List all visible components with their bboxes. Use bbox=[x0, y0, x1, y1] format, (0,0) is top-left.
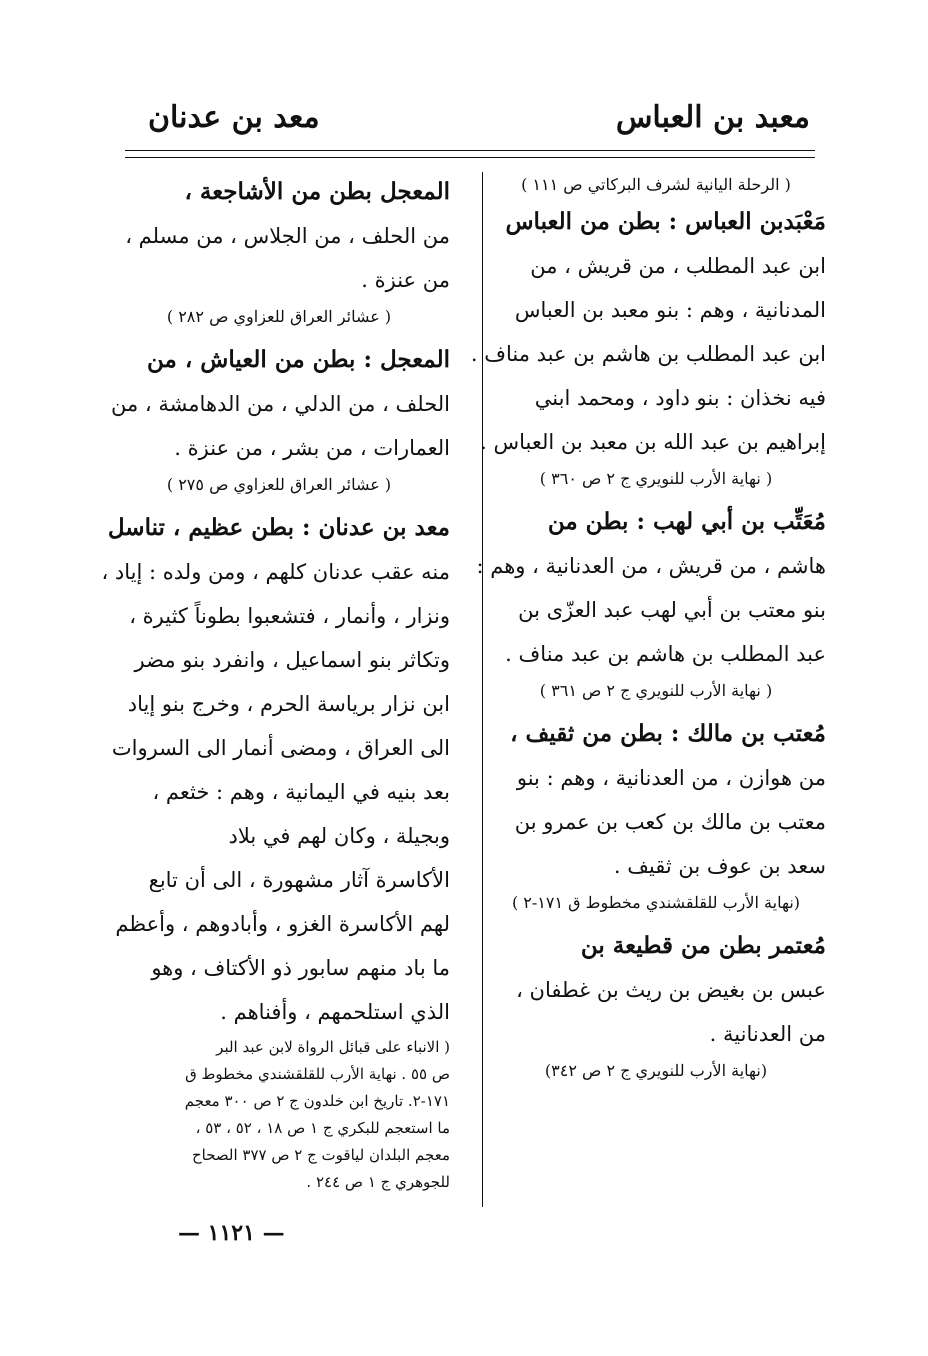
source-line: معجم البلدان لياقوت ج ٢ ص ٣٧٧ الصحاح bbox=[191, 1146, 450, 1164]
citation: (نهاية الأرب للقلقشندي مخطوط ق ١٧١-٢ ) bbox=[511, 893, 801, 912]
entry-line: مُعَتِّب بن أبي لهب : بطن من bbox=[547, 508, 826, 535]
entry-line: ابن عبد المطلب ، من قريش ، من bbox=[530, 254, 826, 278]
citation: ( نهاية الأرب للنويري ج ٢ ص ٣٦١ ) bbox=[539, 681, 773, 700]
entry-line: عبد المطلب بن هاشم بن عبد مناف . bbox=[505, 642, 826, 666]
citation: ( نهاية الأرب للنويري ج ٢ ص ٣٦٠ ) bbox=[539, 469, 773, 488]
entry-mabad-ibn-al-abbas bbox=[470, 200, 826, 494]
citation: ( عشائر العراق للعزاوي ص ٢٨٢ ) bbox=[166, 307, 392, 326]
entry-muattib-ibn-abi-lahab bbox=[476, 500, 826, 706]
entry-line: مُعتب بن مالك : بطن من ثقيف ، bbox=[510, 720, 826, 747]
entry-muattib-ibn-malik bbox=[486, 712, 826, 918]
entry-mutamir bbox=[486, 924, 826, 1086]
citation: ( عشائر العراق للعزاوي ص ٢٧٥ ) bbox=[166, 475, 392, 494]
entry-line: من هوازن ، من العدنانية ، وهم : بنو bbox=[516, 766, 826, 790]
source-line: للجوهري ج ١ ص ٢٤٤ . bbox=[306, 1173, 450, 1191]
page-number: — ١١٢١ — bbox=[178, 1220, 285, 1246]
entry-line: الأكاسرة آثار مشهورة ، الى أن تابع bbox=[148, 868, 450, 892]
entry-maadd-ibn-adnan bbox=[101, 506, 450, 1196]
right-column bbox=[470, 170, 826, 1092]
entry-line: ابن عبد المطلب بن هاشم بن عبد مناف . bbox=[470, 342, 826, 366]
entry-al-mujil-1 bbox=[108, 170, 450, 332]
entry-line: معد بن عدنان : بطن عظيم ، تناسل bbox=[107, 514, 450, 541]
entry-line: المعجل بطن من الأشاجعة ، bbox=[184, 178, 450, 205]
entry-line: ابن نزار برياسة الحرم ، وخرج بنو إياد bbox=[127, 692, 450, 716]
entry-line: المعجل : بطن من العياش ، من bbox=[147, 346, 450, 373]
citation: (نهاية الأرب للنويري ج ٢ ص ٣٤٢) bbox=[544, 1061, 768, 1080]
source-line: ( الانباء على قبائل الرواة لابن عبد البر bbox=[216, 1038, 450, 1056]
source-line: ١٧١-٢. تاريخ ابن خلدون ج ٢ ص ٣٠٠ معجم bbox=[184, 1092, 450, 1110]
column-divider bbox=[482, 172, 483, 1207]
left-column bbox=[101, 170, 450, 1202]
entry-line: بعد بنيه في اليمانية ، وهم : خثعم ، bbox=[152, 780, 450, 804]
source-line: ما استعجم للبكري ج ١ ص ١٨ ، ٥٢ ، ٥٣ ، bbox=[195, 1119, 450, 1137]
entry-line: ونزار ، وأنمار ، فتشعبوا بطوناً كثيرة ، bbox=[129, 604, 450, 628]
running-header-right: معبد بن العباس bbox=[615, 100, 810, 135]
entry-line: الذي استلحمهم ، وأفناهم . bbox=[220, 1000, 450, 1024]
entry-line: إبراهيم بن عبد الله بن معبد بن العباس . bbox=[480, 430, 826, 454]
entry-line: بنو معتب بن أبي لهب عبد العزّى بن bbox=[518, 598, 826, 622]
running-header-left: معد بن عدنان bbox=[148, 100, 320, 135]
entry-line: الحلف ، من الدلي ، من الدهامشة ، من bbox=[110, 392, 450, 416]
entry-line: منه عقب عدنان كلهم ، ومن ولده : إياد ، bbox=[101, 560, 450, 584]
entry-line: هاشم ، من قريش ، من العدنانية ، وهم : bbox=[476, 554, 826, 578]
entry-line: فيه نخذان : بنو داود ، ومحمد ابني bbox=[534, 386, 826, 410]
entry-line: من العدنانية . bbox=[709, 1022, 826, 1046]
entry-line: سعد بن عوف بن ثقيف . bbox=[613, 854, 826, 878]
entry-line: عبس بن بغيض بن ريث بن غطفان ، bbox=[516, 978, 826, 1002]
entry-line: المدنانية ، وهم : بنو معبد بن العباس bbox=[514, 298, 826, 322]
entry-line: مَعْبَدبن العباس : بطن من العباس bbox=[505, 208, 826, 235]
entry-line: معتب بن مالك بن كعب بن عمرو بن bbox=[514, 810, 826, 834]
entry-line: من الحلف ، من الجلاس ، من مسلم ، bbox=[125, 224, 450, 248]
header-rule-top bbox=[125, 150, 815, 151]
entry-line: من عنزة . bbox=[361, 268, 450, 292]
header-rule-bottom bbox=[125, 157, 815, 158]
entry-line: وتكاثر بنو اسماعيل ، وانفرد بنو مضر bbox=[134, 648, 450, 672]
source-line: ص ٥٥ . نهاية الأرب للقلقشندي مخطوط ق bbox=[185, 1065, 450, 1083]
entry-line: لهم الأكاسرة الغزو ، وأبادوهم ، وأعظم bbox=[115, 912, 450, 936]
entry-line: العمارات ، من بشر ، من عنزة . bbox=[174, 436, 450, 460]
entry-line: ما باد منهم سابور ذو الأكتاف ، وهو bbox=[151, 956, 450, 980]
entry-line: مُعتمر بطن من قطيعة بن bbox=[580, 932, 826, 959]
entry-line: وبجيلة ، وكان لهم في بلاد bbox=[228, 824, 450, 848]
citation: ( الرحلة اليانية لشرف البركاتي ص ١١١ ) bbox=[521, 175, 791, 194]
entry-line: الى العراق ، ومضى أنمار الى السروات bbox=[111, 736, 450, 760]
entry-al-mujil-2 bbox=[108, 338, 450, 500]
